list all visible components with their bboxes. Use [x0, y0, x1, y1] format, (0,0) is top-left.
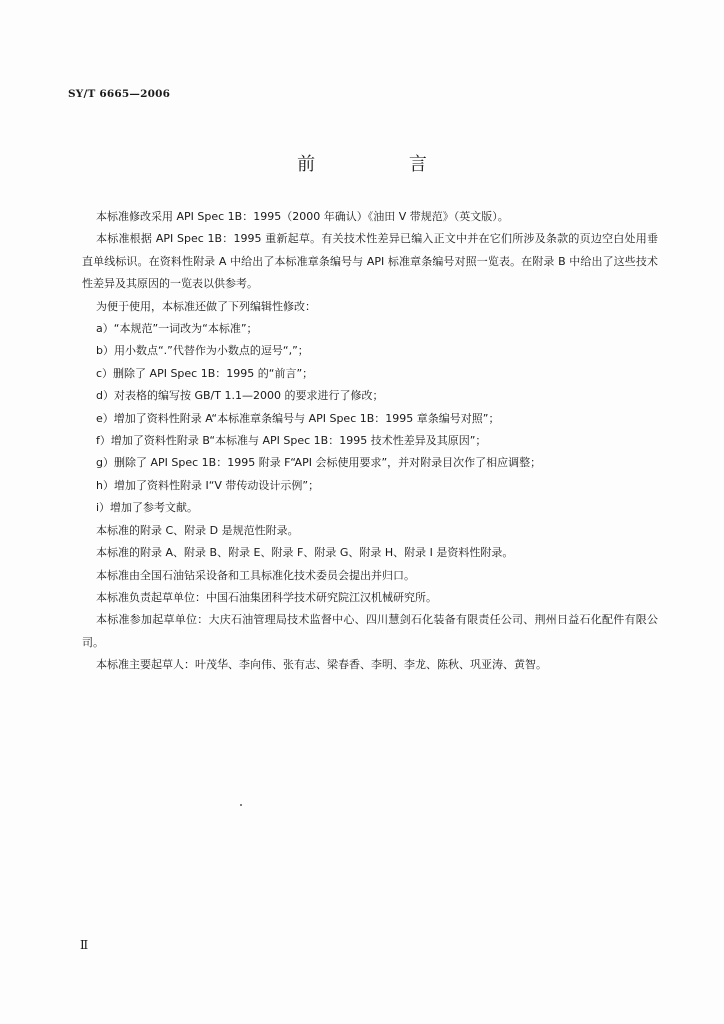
list-item: c）删除了 API Spec 1B：1995 的“前言”；: [96, 366, 314, 380]
list-item: e）增加了资料性附录 A“本标准章条编号与 API Spec 1B：1995 章条编号对照”；: [96, 411, 500, 425]
list-item: f）增加了资料性附录 B“本标准与 API Spec 1B：1995 技术性差异及其原因”；: [96, 434, 487, 448]
paragraph: 本标准参加起草单位：大庆石油管理局技术监督中心、四川慧剑石化装备有限责任公司、荆州日益石化配件有限公司。: [82, 613, 658, 649]
document-body: [82, 206, 658, 677]
list-item: g）删除了 API Spec 1B：1995 附录 F“API 会标使用要求”，并对附录目次作了相应调整；: [96, 456, 542, 470]
paragraph: 本标准的附录 C、附录 D 是规范性附录。: [96, 523, 299, 537]
list-item: a）“本规范”一词改为“本标准”；: [96, 322, 258, 336]
paragraph: 本标准主要起草人：叶茂华、李向伟、张有志、梁春香、李明、李龙、陈秋、巩亚涛、黄智。: [96, 658, 547, 672]
standard-code-header: SY/T 6665—2006: [68, 88, 171, 100]
paragraph: 为便于使用，本标准还做了下列编辑性修改：: [96, 299, 316, 313]
paragraph: 本标准负责起草单位：中国石油集团科学技术研究院江汉机械研究所。: [96, 590, 437, 604]
paragraph: 本标准修改采用 API Spec 1B：1995（2000 年确认）《油田 V 带规范》（英文版）。: [96, 210, 509, 223]
paragraph: 本标准由全国石油钻采设备和工具标准化技术委员会提出并归口。: [96, 568, 415, 582]
list-item: i）增加了参考文献。: [96, 501, 199, 515]
list-item: b）用小数点“.”代替作为小数点的逗号“,”；: [96, 344, 309, 358]
scan-speck: [240, 804, 242, 806]
page-title: 前 言: [297, 154, 471, 175]
list-item: d）对表格的编写按 GB/T 1.1—2000 的要求进行了修改；: [96, 389, 384, 403]
page-number: Ⅱ: [80, 938, 89, 952]
paragraph: 本标准根据 API Spec 1B：1995 重新起草。有关技术性差异已编入正文中并在它们所涉及条款的页边空白处用垂直单线标识。在资料性附录 A 中给出了本标准章条编号与 API 标准章条编号对照一览表。在附录 B 中给出了这些技术性差异及其原因的一览表以供参考。: [82, 232, 658, 291]
list-item: h）增加了资料性附录 I“V 带传动设计示例”；: [96, 478, 320, 492]
paragraph: 本标准的附录 A、附录 B、附录 E、附录 F、附录 G、附录 H、附录 I 是资料性附录。: [96, 546, 514, 560]
